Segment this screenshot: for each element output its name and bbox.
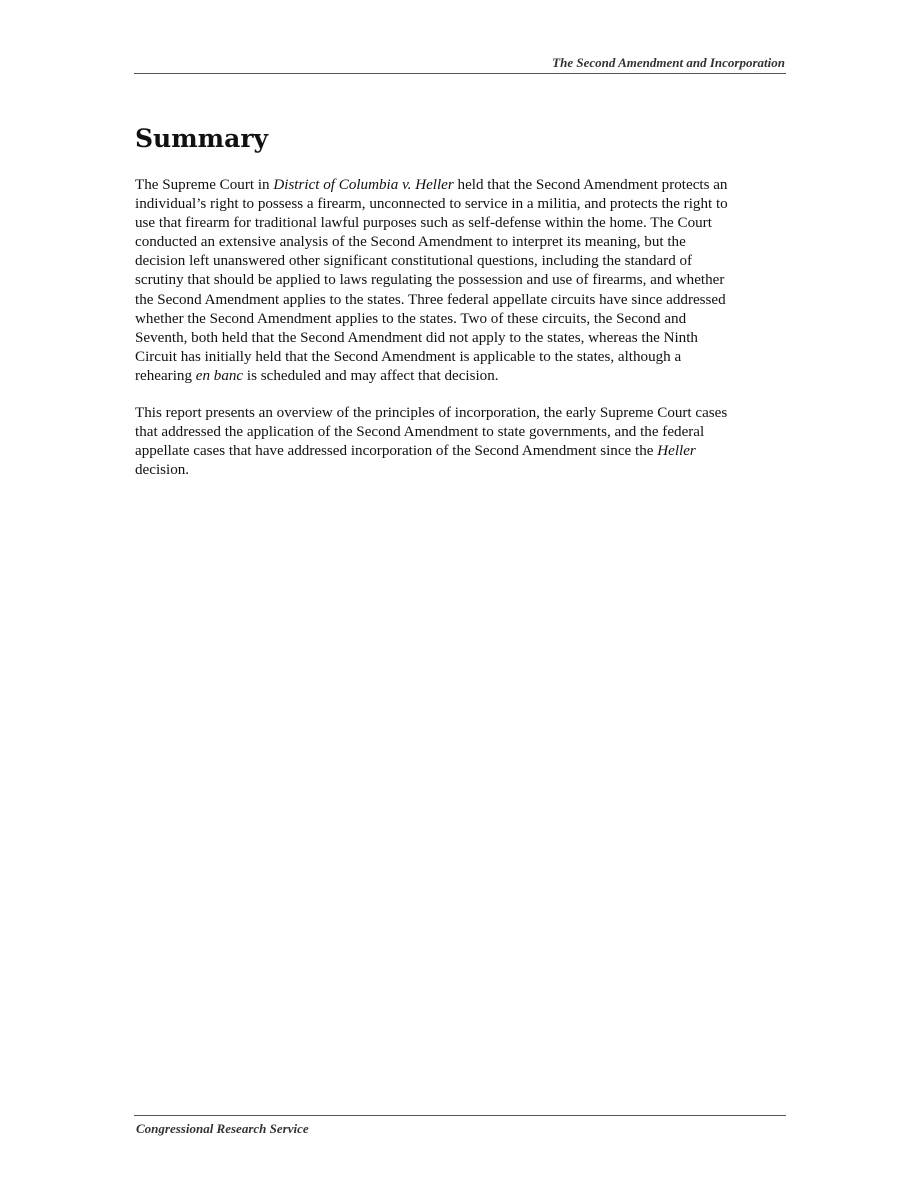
page-footer	[134, 1115, 786, 1136]
text-line: Circuit has initially held that the Second Amendment is applicable to the states, although a	[135, 348, 682, 365]
text-line	[135, 442, 790, 461]
text-line: the Second Amendment applies to the states. Three federal appellate circuits have since addressed	[135, 291, 726, 308]
text-line	[135, 367, 790, 386]
summary-heading: Summary	[135, 124, 269, 153]
footer-organization: Congressional Research Service	[136, 1121, 309, 1136]
summary-body	[135, 176, 790, 498]
case-name-heller: District of Columbia v. Heller	[273, 177, 454, 193]
text-run: held that the Second Amendment protects an	[453, 177, 728, 193]
text-line: decision.	[135, 462, 190, 479]
text-line: use that firearm for traditional lawful purposes such as self-defense within the home. The Court	[135, 215, 712, 232]
case-name-heller: Heller	[657, 443, 696, 460]
text-line	[135, 176, 790, 195]
text-line: that addressed the application of the Second Amendment to state governments, and the federal	[135, 424, 705, 441]
text-line: individual’s right to possess a firearm, unconnected to service in a militia, and protects the right to	[135, 196, 728, 213]
text-line: whether the Second Amendment applies to the states. Two of these circuits, the Second and	[135, 310, 687, 327]
summary-paragraph-1	[135, 176, 790, 386]
text-line: conducted an extensive analysis of the Second Amendment to interpret its meaning, but the	[135, 234, 686, 251]
text-run: rehearing	[135, 367, 196, 384]
page-header	[134, 55, 786, 74]
text-line: This report presents an overview of the principles of incorporation, the early Supreme Court cases	[135, 405, 728, 422]
text-run: is scheduled and may affect that decision.	[243, 367, 499, 384]
text-line: scrutiny that should be applied to laws regulating the possession and use of firearms, and whether	[135, 272, 725, 289]
text-run: appellate cases that have addressed incorporation of the Second Amendment since the	[135, 443, 658, 460]
running-title: The Second Amendment and Incorporation	[552, 55, 785, 70]
text-line: Seventh, both held that the Second Amendment did not apply to the states, whereas the Ninth	[135, 329, 698, 346]
text-run: The Supreme Court in	[135, 177, 274, 193]
legal-term-en-banc: en banc	[195, 367, 244, 384]
summary-paragraph-2	[135, 404, 790, 480]
text-line: decision left unanswered other significant constitutional questions, including the standard of	[135, 253, 693, 270]
